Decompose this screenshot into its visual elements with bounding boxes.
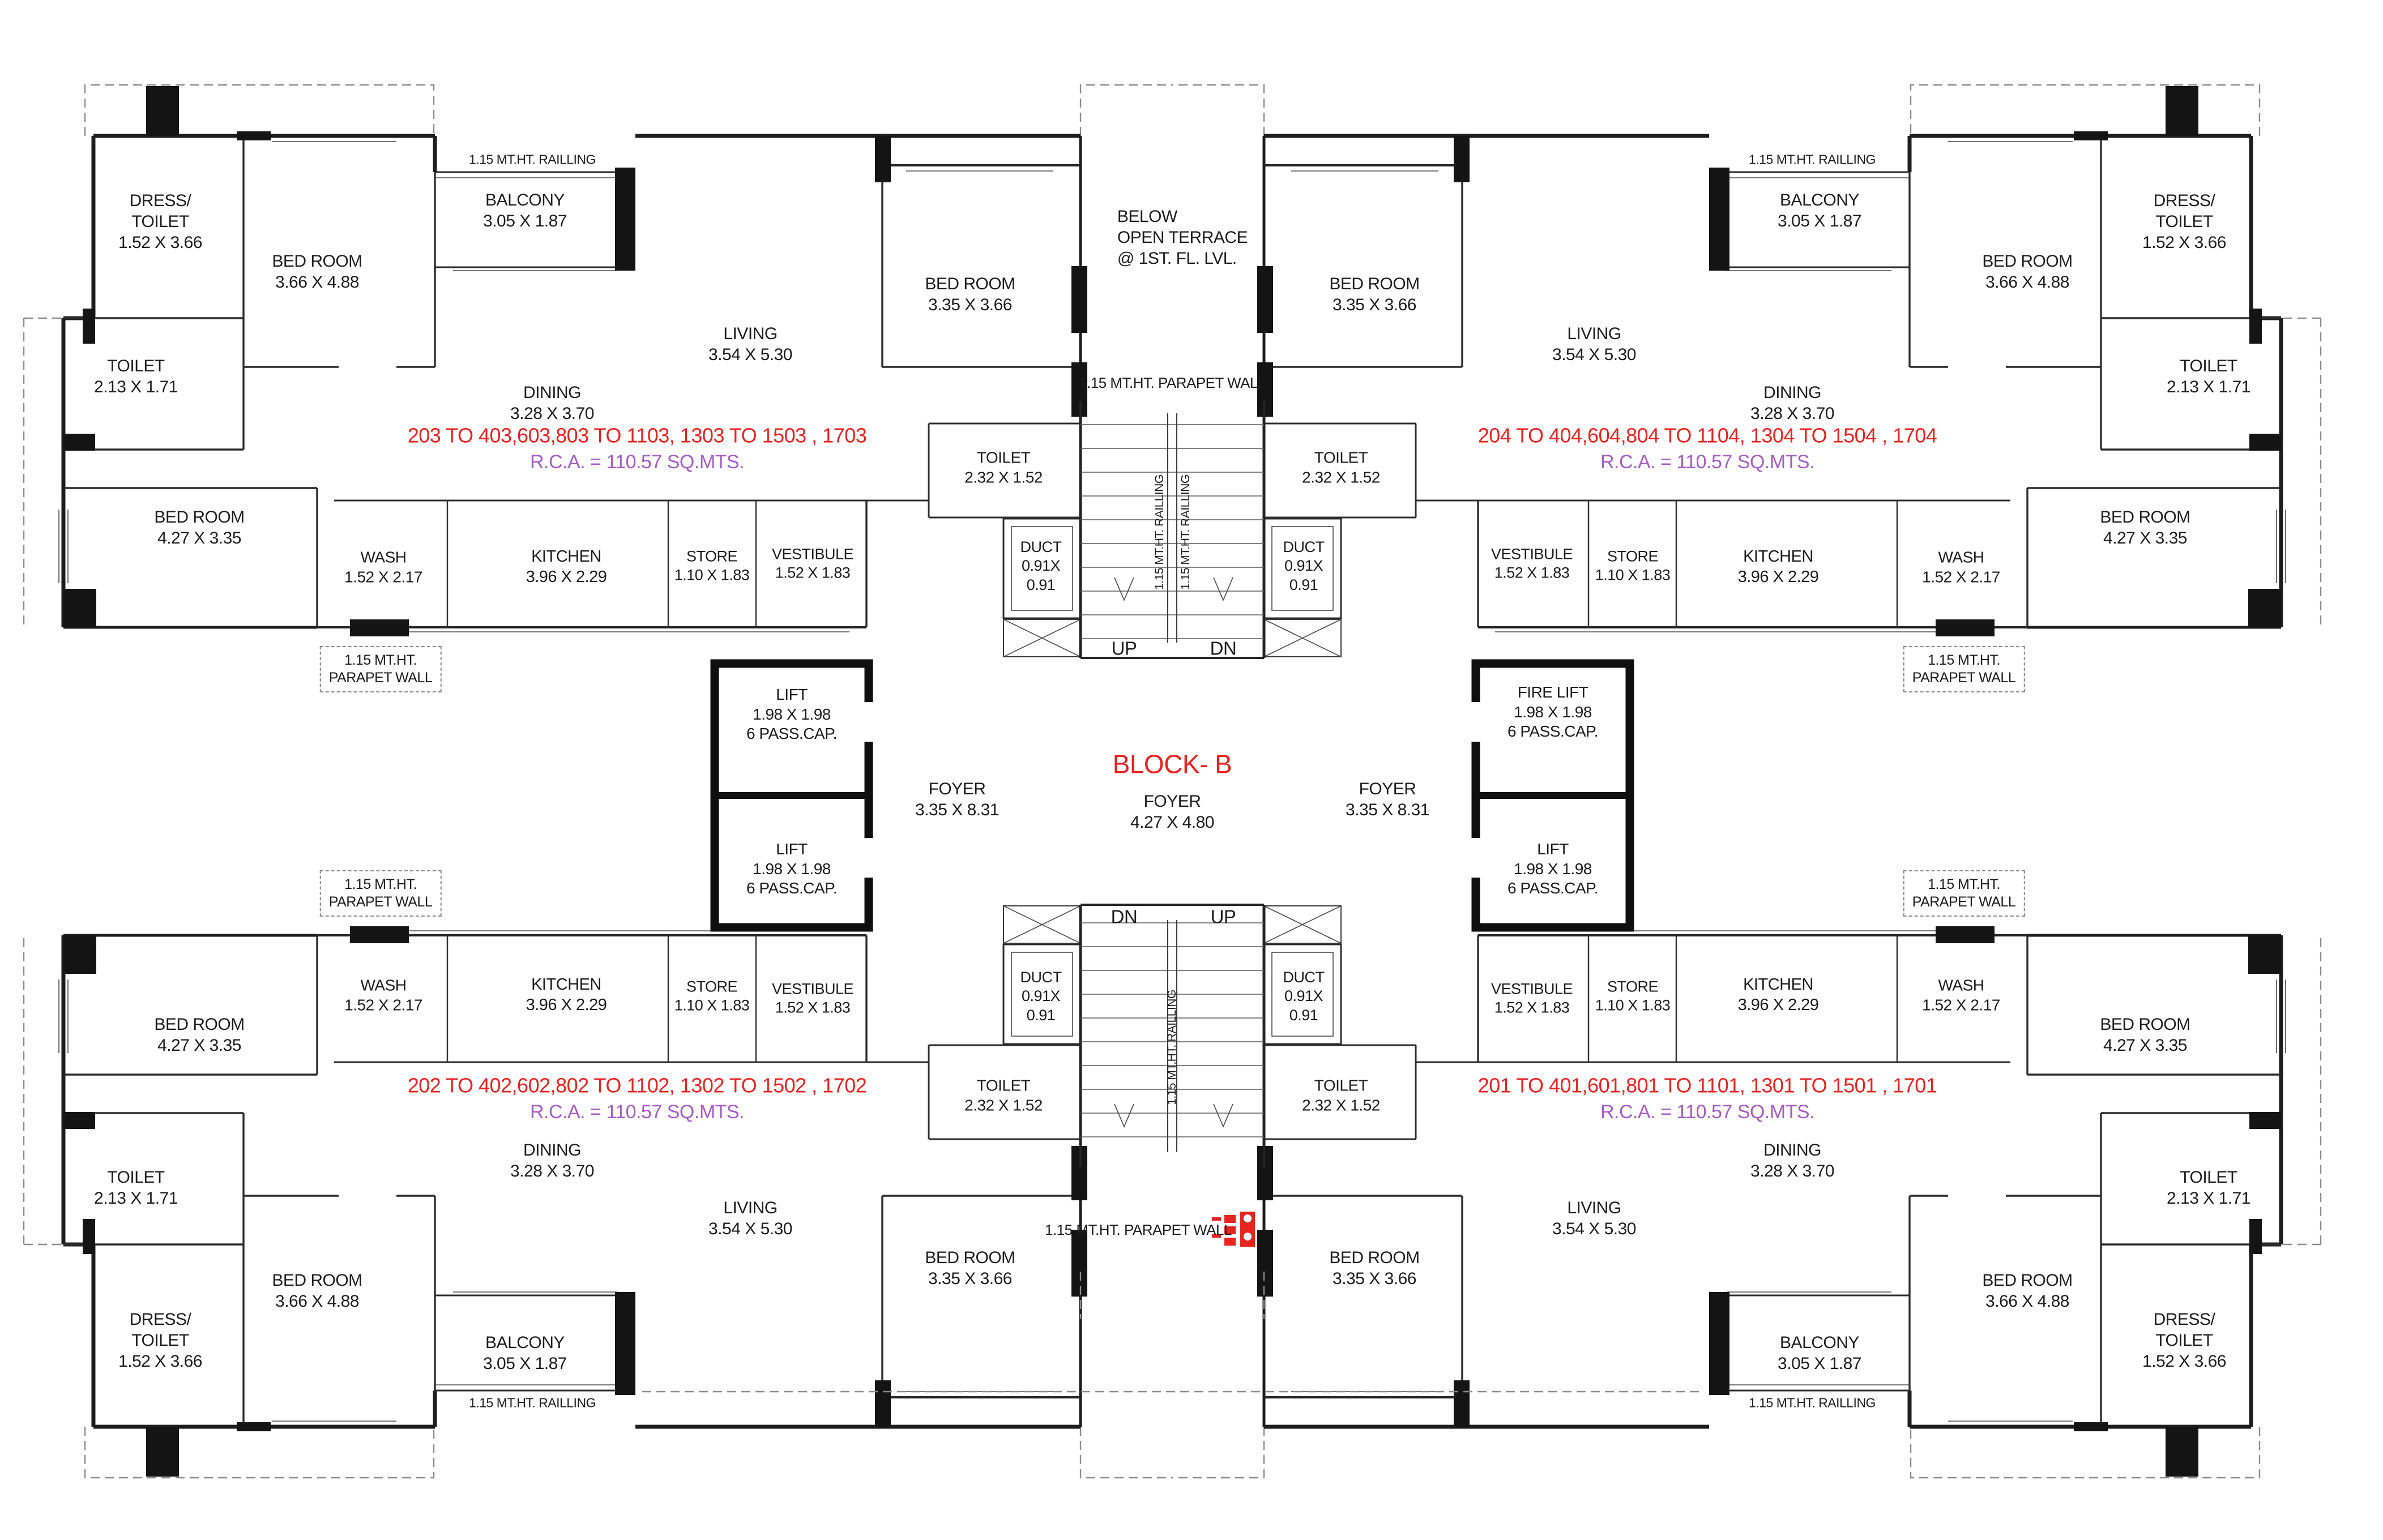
bl-parapet-wall: 1.15 MT.HT. PARAPET WALL (320, 870, 442, 917)
block-title: BLOCK- B (1112, 749, 1232, 779)
stair-up-lower: UP (1210, 906, 1236, 927)
stair-railing-lower: 1.15 MT.HT. RAILLING (1165, 990, 1178, 1105)
stair-up-upper: UP (1111, 638, 1137, 659)
open-terrace-note: BELOW OPEN TERRACE @ 1ST. FL. LVL. (1117, 207, 1248, 268)
parapet-wall-bottom: 1.15 MT.HT. PARAPET WALL (1045, 1221, 1232, 1238)
tl-parapet-wall: 1.15 MT.HT. PARAPET WALL (320, 646, 442, 692)
tl-toilet-232: TOILET 2.32 X 1.52 (964, 448, 1043, 486)
tl-bedroom-335: BED ROOM 3.35 X 3.66 (925, 274, 1015, 314)
tr-bedroom-366: BED ROOM 3.66 X 4.88 (1982, 251, 2073, 292)
bl-living: LIVING 3.54 X 5.30 (708, 1198, 792, 1238)
bl-dress-toilet: DRESS/ TOILET 1.52 X 3.66 (118, 1310, 202, 1371)
br-vestibule: VESTIBULE 1.52 X 1.83 (1491, 980, 1573, 1016)
tl-store: STORE 1.10 X 1.83 (674, 547, 750, 584)
br-dining: DINING 3.28 X 3.70 (1750, 1140, 1834, 1180)
br-duct: DUCT 0.91X 0.91 (1283, 968, 1325, 1024)
lift-right-lower: LIFT 1.98 X 1.98 6 PASS.CAP. (1507, 840, 1598, 897)
tl-toilet-213: TOILET 2.13 X 1.71 (94, 356, 178, 396)
tl-kitchen: KITCHEN 3.96 X 2.29 (526, 547, 607, 586)
tr-toilet-213: TOILET 2.13 X 1.71 (2167, 356, 2250, 396)
tr-living: LIVING 3.54 X 5.30 (1552, 324, 1636, 364)
br-toilet-213: TOILET 2.13 X 1.71 (2167, 1167, 2250, 1208)
tl-flat-numbers: 203 TO 403,603,803 TO 1103, 1303 TO 1503 , 1703 (407, 424, 867, 447)
tr-duct: DUCT 0.91X 0.91 (1283, 538, 1325, 593)
lift-left-upper: LIFT 1.98 X 1.98 6 PASS.CAP. (746, 685, 837, 743)
tr-dining: DINING 3.28 X 3.70 (1750, 383, 1834, 423)
tl-duct: DUCT 0.91X 0.91 (1020, 538, 1062, 593)
bl-store: STORE 1.10 X 1.83 (674, 978, 750, 1014)
stair-railing-upper-1: 1.15 MT.HT. RAILLING (1152, 474, 1166, 590)
stair-dn-upper: DN (1210, 638, 1237, 659)
br-bedroom-427: BED ROOM 4.27 X 3.35 (2100, 1015, 2190, 1055)
tl-bedroom-366: BED ROOM 3.66 X 4.88 (272, 251, 362, 292)
tr-kitchen: KITCHEN 3.96 X 2.29 (1737, 547, 1819, 586)
br-balcony: BALCONY 3.05 X 1.87 (1778, 1333, 1861, 1373)
br-bedroom-366: BED ROOM 3.66 X 4.88 (1982, 1270, 2073, 1311)
bl-balcony-railing: 1.15 MT.HT. RAILLING (469, 1395, 596, 1410)
tl-balcony-railing: 1.15 MT.HT. RAILLING (469, 152, 596, 167)
tr-toilet-232: TOILET 2.32 X 1.52 (1302, 448, 1380, 486)
foyer-right: FOYER 3.35 X 8.31 (1346, 779, 1429, 819)
br-dress-toilet: DRESS/ TOILET 1.52 X 3.66 (2142, 1310, 2226, 1371)
foyer-center: FOYER 4.27 X 4.80 (1130, 792, 1214, 832)
br-rca: R.C.A. = 110.57 SQ.MTS. (1600, 1101, 1815, 1123)
br-wash: WASH 1.52 X 2.17 (1922, 976, 2000, 1013)
bl-bedroom-335: BED ROOM 3.35 X 3.66 (925, 1248, 1015, 1288)
tl-wash: WASH 1.52 X 2.17 (344, 548, 422, 585)
tr-bedroom-335: BED ROOM 3.35 X 3.66 (1329, 274, 1420, 314)
stair-railing-upper-2: 1.15 MT.HT. RAILLING (1178, 474, 1192, 590)
bl-wash: WASH 1.52 X 2.17 (344, 976, 422, 1013)
br-kitchen: KITCHEN 3.96 X 2.29 (1737, 976, 1819, 1014)
bl-vestibule: VESTIBULE 1.52 X 1.83 (771, 980, 854, 1016)
tr-wash: WASH 1.52 X 2.17 (1922, 548, 2000, 585)
bl-bedroom-427: BED ROOM 4.27 X 3.35 (154, 1015, 245, 1055)
bl-dining: DINING 3.28 X 3.70 (510, 1140, 594, 1180)
tl-bedroom-427: BED ROOM 4.27 X 3.35 (154, 507, 245, 547)
stair-dn-lower: DN (1111, 906, 1138, 927)
tr-parapet-wall: 1.15 MT.HT. PARAPET WALL (1903, 646, 2025, 692)
tr-store: STORE 1.10 X 1.83 (1595, 547, 1671, 584)
br-flat-numbers: 201 TO 401,601,801 TO 1101, 1301 TO 1501 , 1701 (1477, 1073, 1937, 1097)
tr-balcony-railing: 1.15 MT.HT. RAILLING (1749, 152, 1876, 167)
bl-balcony: BALCONY 3.05 X 1.87 (483, 1333, 567, 1373)
tl-living: LIVING 3.54 X 5.30 (708, 324, 792, 364)
bl-bedroom-366: BED ROOM 3.66 X 4.88 (272, 1270, 362, 1311)
tr-flat-numbers: 204 TO 404,604,804 TO 1104, 1304 TO 1504 , 1704 (1477, 424, 1937, 447)
br-parapet-wall: 1.15 MT.HT. PARAPET WALL (1903, 870, 2025, 917)
bl-toilet-232: TOILET 2.32 X 1.52 (964, 1076, 1043, 1114)
tr-vestibule: VESTIBULE 1.52 X 1.83 (1491, 545, 1573, 581)
tl-vestibule: VESTIBULE 1.52 X 1.83 (771, 545, 854, 581)
tr-rca: R.C.A. = 110.57 SQ.MTS. (1600, 451, 1815, 473)
tl-dining: DINING 3.28 X 3.70 (510, 383, 594, 423)
tl-balcony: BALCONY 3.05 X 1.87 (483, 190, 567, 230)
tr-bedroom-427: BED ROOM 4.27 X 3.35 (2100, 507, 2190, 547)
fire-lift-right-upper: FIRE LIFT 1.98 X 1.98 6 PASS.CAP. (1507, 683, 1598, 741)
foyer-left: FOYER 3.35 X 8.31 (915, 779, 999, 819)
br-bedroom-335: BED ROOM 3.35 X 3.66 (1329, 1248, 1420, 1288)
br-toilet-232: TOILET 2.32 X 1.52 (1302, 1076, 1380, 1114)
parapet-wall-top: 1.15 MT.HT. PARAPET WALL (1079, 374, 1266, 391)
bl-flat-numbers: 202 TO 402,602,802 TO 1102, 1302 TO 1502 , 1702 (407, 1073, 867, 1097)
br-living: LIVING 3.54 X 5.30 (1552, 1198, 1636, 1238)
tr-dress-toilet: DRESS/ TOILET 1.52 X 3.66 (2142, 191, 2226, 253)
bl-rca: R.C.A. = 110.57 SQ.MTS. (529, 1101, 745, 1123)
bl-toilet-213: TOILET 2.13 X 1.71 (94, 1167, 178, 1208)
br-store: STORE 1.10 X 1.83 (1595, 978, 1671, 1014)
lift-left-lower: LIFT 1.98 X 1.98 6 PASS.CAP. (746, 840, 837, 897)
tr-balcony: BALCONY 3.05 X 1.87 (1778, 190, 1861, 230)
tl-dress-toilet: DRESS/ TOILET 1.52 X 3.66 (118, 191, 202, 253)
bl-duct: DUCT 0.91X 0.91 (1020, 968, 1062, 1024)
tl-rca: R.C.A. = 110.57 SQ.MTS. (529, 451, 745, 473)
bl-kitchen: KITCHEN 3.96 X 2.29 (526, 976, 607, 1014)
br-balcony-railing: 1.15 MT.HT. RAILLING (1749, 1395, 1876, 1410)
